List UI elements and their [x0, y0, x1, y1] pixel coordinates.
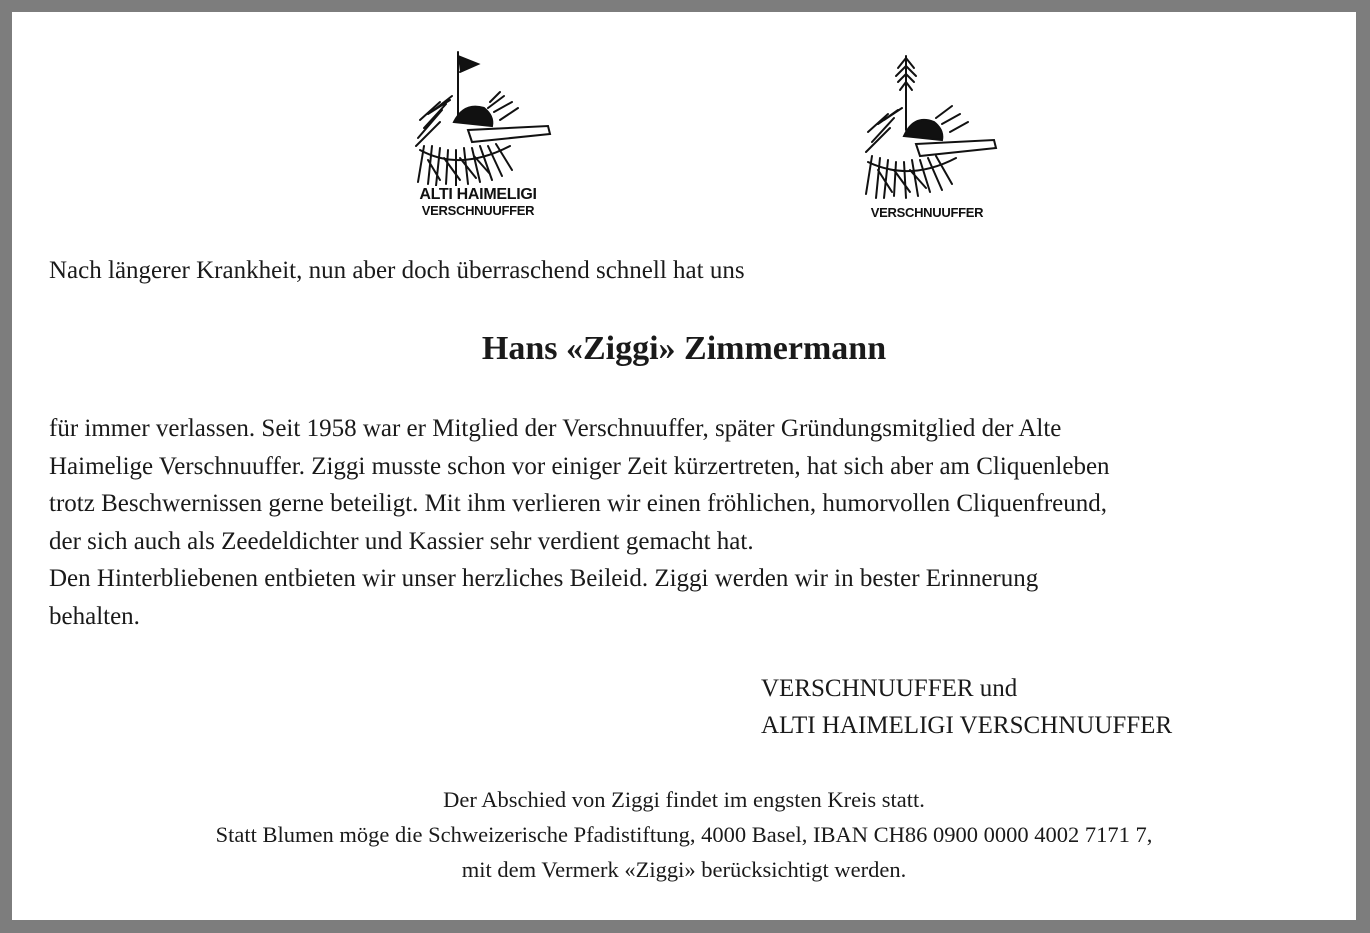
tambourmajor-figure-icon: [852, 52, 1002, 202]
logo-caption-line: VERSCHNUUFFER: [870, 205, 984, 220]
logo-caption-line: VERSCHNUUFFER: [421, 202, 535, 218]
body-line: trotz Beschwernissen gerne beteiligt. Mit ihm verlieren wir einen fröhlichen, humorvollen Cliquenfreund,: [49, 490, 1108, 517]
signature-line: ALTI HAIMELIGI VERSCHNUUFFER: [761, 712, 1173, 739]
body-line: der sich auch als Zeedeldichter und Kassier sehr verdient gemacht hat.: [49, 527, 754, 555]
obituary-body: [49, 410, 1324, 635]
obituary-notice: [12, 12, 1356, 920]
footer-notice: [12, 782, 1356, 887]
logo-verschnuuffer: [852, 52, 1002, 220]
logo-alti-haimeligi: [400, 50, 556, 218]
signature-line: VERSCHNUUFFER und: [761, 675, 1018, 702]
footer-line: mit dem Vermerk «Ziggi» berücksichtigt werden.: [461, 857, 907, 882]
body-line: Den Hinterbliebenen entbieten wir unser herzliches Beileid. Ziggi werden wir in bester Erinnerung: [49, 565, 1039, 592]
body-line: behalten.: [49, 602, 140, 630]
deceased-name: Hans «Ziggi» Zimmermann: [481, 330, 887, 367]
intro-text: Nach längerer Krankheit, nun aber doch überraschend schnell hat uns: [49, 257, 745, 284]
logo-caption-line: ALTI HAIMELIGI: [419, 186, 537, 203]
footer-line: Statt Blumen möge die Schweizerische Pfadistiftung, 4000 Basel, IBAN CH86 0900 0000 4002 7171 7,: [215, 822, 1153, 847]
footer-line: Der Abschied von Ziggi findet im engsten Kreis statt.: [443, 787, 925, 812]
tambourmajor-figure-icon: [400, 50, 556, 186]
body-line: für immer verlassen. Seit 1958 war er Mitglied der Verschnuuffer, später Gründungsmitglied der Alte: [49, 415, 1062, 442]
body-line: Haimelige Verschnuuffer. Ziggi musste schon vor einiger Zeit kürzertreten, hat sich aber am Cliquenleben: [49, 452, 1110, 480]
signature-block: [761, 670, 1172, 744]
